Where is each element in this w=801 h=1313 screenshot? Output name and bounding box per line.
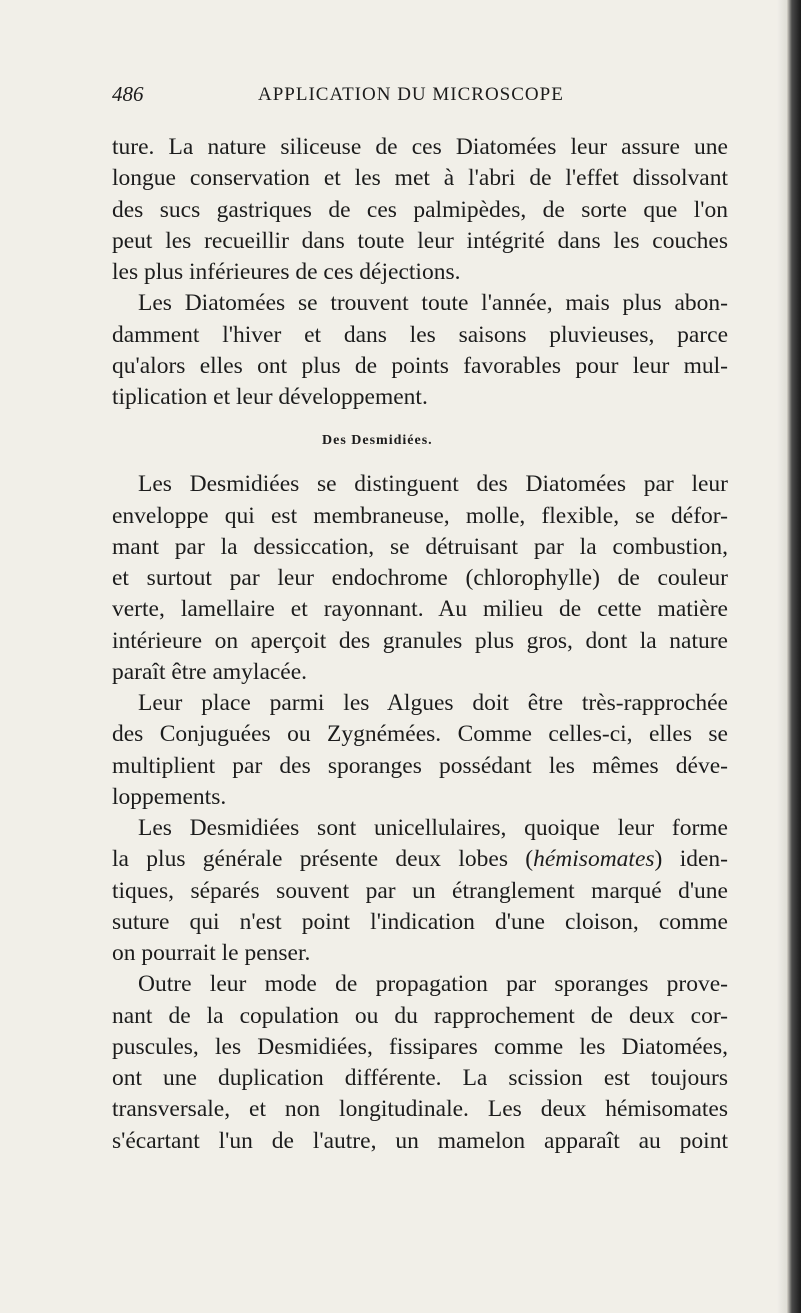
body-text xyxy=(112,132,728,1157)
page-header xyxy=(112,82,712,116)
text-line: verte, lamellaire et rayonnant. Au milieu de cette matière xyxy=(112,596,728,623)
text-line: Les Desmidiées sont unicellulaires, quoique leur forme xyxy=(138,815,728,841)
text-line: ture. La nature siliceuse de ces Diatomées leur assure une xyxy=(112,134,728,160)
text-line: mant par la dessiccation, se détruisant par la combustion, xyxy=(112,533,728,560)
italic-term: hémisomates xyxy=(533,846,655,873)
text-line: tiques, séparés souvent par un étranglement marqué d'une xyxy=(112,877,728,904)
text-line: transversale, et non longitudinale. Les deux hémisomates xyxy=(112,1096,728,1123)
text-line: longue conservation et les met à l'abri de l'effet dissolvant xyxy=(112,165,728,192)
text-line: Leur place parmi les Algues doit être très-rapprochée xyxy=(138,690,728,716)
text-line: suture qui n'est point l'indication d'une cloison, comme xyxy=(112,908,728,935)
text-line: Les Diatomées se trouvent toute l'année, mais plus abon- xyxy=(138,290,728,317)
text-line: damment l'hiver et dans les saisons pluvieuses, parce xyxy=(112,321,728,348)
section-heading: Des Desmidiées. xyxy=(322,433,433,449)
page-number: 486 xyxy=(112,82,144,106)
text-line: s'écartant l'un de l'autre, un mamelon apparaît au point xyxy=(112,1127,728,1154)
text-line: et surtout par leur endochrome (chlorophylle) de couleur xyxy=(112,565,728,591)
text-line: multiplient par des sporanges possédant les mêmes déve- xyxy=(112,752,728,779)
text-line: Les Desmidiées se distinguent des Diatomées par leur xyxy=(138,471,728,498)
text-line: des Conjuguées ou Zygnémées. Comme celles-ci, elles se xyxy=(112,721,728,748)
text-line xyxy=(112,844,728,875)
text-line: paraît être amylacée. xyxy=(112,658,308,685)
text-fragment: ) iden- xyxy=(654,846,728,873)
text-line: qu'alors elles ont plus de points favorables pour leur mul- xyxy=(112,352,728,379)
text-line: tiplication et leur développement. xyxy=(112,384,428,410)
page-gutter-shadow xyxy=(777,0,787,1313)
text-fragment: la plus générale présente deux lobes ( xyxy=(112,846,534,873)
text-line: Outre leur mode de propagation par sporanges prove- xyxy=(138,971,728,998)
text-line: on pourrait le penser. xyxy=(112,940,311,966)
running-head: APPLICATION DU MICROSCOPE xyxy=(258,84,564,105)
text-line: ont une duplication différente. La scission est toujours xyxy=(112,1065,728,1091)
text-line: intérieure on aperçoit des granules plus gros, dont la nature xyxy=(112,627,728,654)
text-line: nant de la copulation ou du rapprochement de deux cor- xyxy=(112,1002,728,1029)
text-line: peut les recueillir dans toute leur intégrité dans les couches xyxy=(112,227,728,254)
text-line: des sucs gastriques de ces palmipèdes, de sorte que l'on xyxy=(112,196,728,223)
page-edge xyxy=(787,0,801,1313)
text-line: loppements. xyxy=(112,783,227,810)
text-line: enveloppe qui est membraneuse, molle, flexible, se défor- xyxy=(112,502,728,529)
text-line: les plus inférieures de ces déjections. xyxy=(112,259,461,285)
text-line: puscules, les Desmidiées, fissipares comme les Diatomées, xyxy=(112,1033,728,1060)
